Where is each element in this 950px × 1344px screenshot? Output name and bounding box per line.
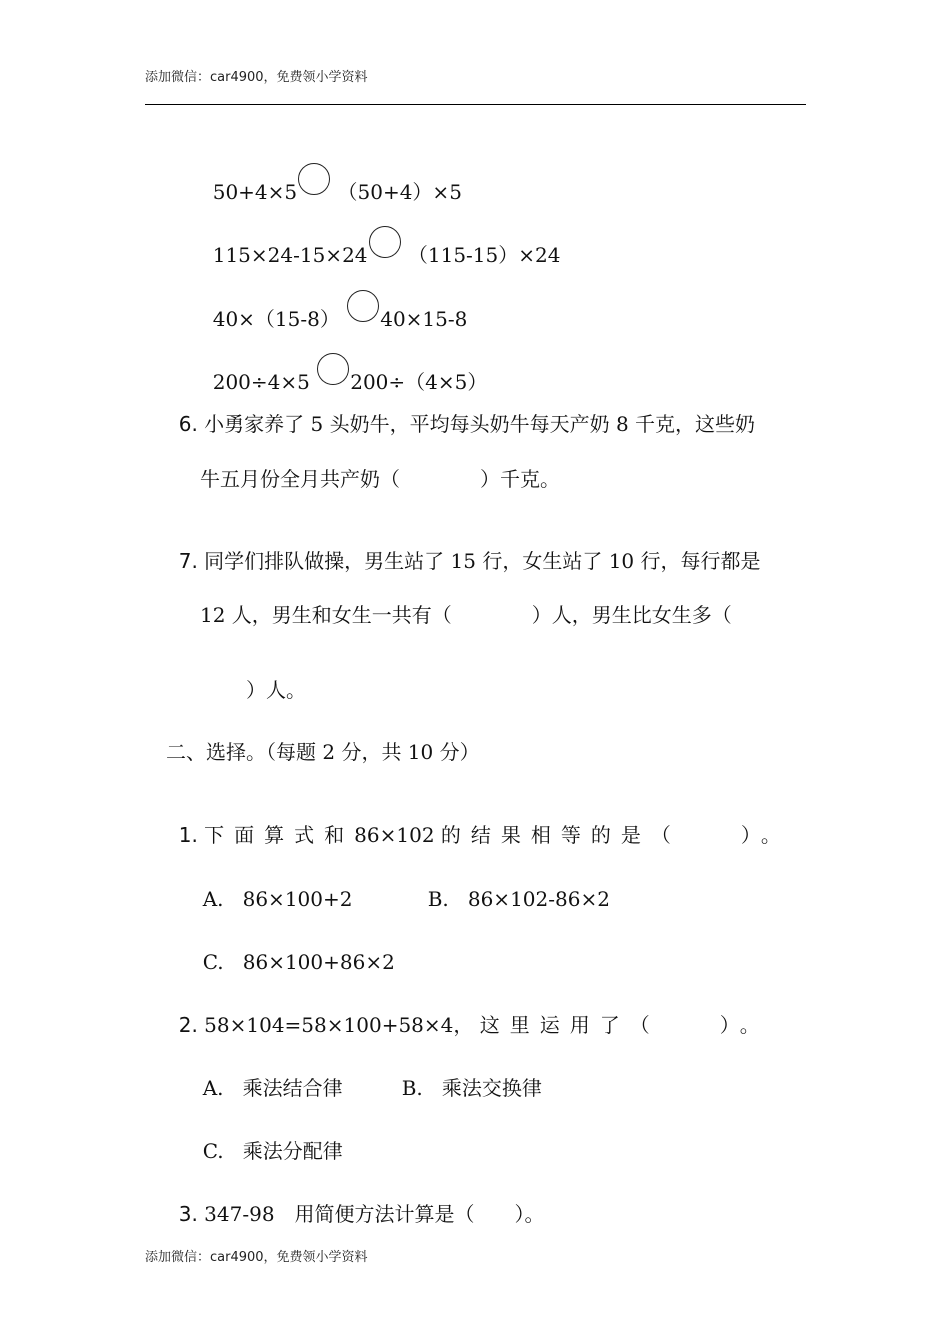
option-label: B.	[427, 887, 449, 911]
header-divider	[145, 104, 806, 105]
question-text: 同学们排队做操，男生站了 15 行，女生站了 10 行，每行都是	[204, 549, 761, 573]
question-number: 6.	[178, 412, 198, 436]
option-label: A.	[202, 887, 224, 911]
option-label: A.	[202, 1076, 224, 1100]
question-stem: 的结果相等的是（ ）。	[440, 823, 791, 847]
option-b[interactable]	[389, 1058, 542, 1098]
comparison-left: 200÷4×5	[212, 370, 310, 394]
comparison-row-1	[200, 143, 462, 202]
section-title: 二、选择。（每题 2 分，共 10 分）	[166, 740, 480, 764]
question-number: 3.	[178, 1202, 198, 1226]
option-text: 乘法交换律	[441, 1076, 542, 1100]
comparison-left: 50+4×5	[212, 180, 298, 204]
question-expression: 86×102	[354, 823, 435, 847]
answer-circle[interactable]	[317, 353, 349, 385]
answer-circle[interactable]	[347, 290, 379, 322]
comparison-row-4	[200, 333, 487, 392]
comparison-right: 40×15-8	[380, 307, 468, 331]
option-text: 乘法结合律	[242, 1076, 343, 1100]
question-stem: 下面算式和	[204, 823, 355, 847]
comparison-left: 40×（15-8）	[212, 307, 340, 331]
choice-question-3	[166, 1184, 545, 1224]
answer-circle[interactable]	[369, 226, 401, 258]
comparison-right: 200÷（4×5）	[350, 370, 488, 394]
question-6-line-2: 牛五月份全月共产奶（ ）千克。	[200, 467, 560, 491]
option-label: B.	[401, 1076, 423, 1100]
header-watermark-note: 添加微信：car4900，免费领小学资料	[145, 70, 368, 85]
option-text: 86×102-86×2	[467, 887, 610, 911]
option-text: 86×100+86×2	[242, 950, 395, 974]
question-expression: 58×104=58×100+58×4，	[204, 1013, 474, 1037]
choice-question-2	[166, 995, 770, 1035]
option-a[interactable]	[190, 1058, 343, 1098]
answer-circle[interactable]	[298, 163, 330, 195]
question-number: 1.	[178, 823, 198, 847]
option-c[interactable]	[190, 1121, 343, 1161]
choice-question-1	[166, 805, 791, 845]
option-b[interactable]	[415, 869, 610, 909]
question-7-line-2: 12 人，男生和女生一共有（ ）人，男生比女生多（	[200, 603, 732, 627]
question-number: 2.	[178, 1013, 198, 1037]
comparison-right: （50+4）×5	[337, 180, 462, 204]
option-label: C.	[202, 950, 224, 974]
option-c[interactable]	[190, 932, 395, 972]
option-label: C.	[202, 1139, 224, 1163]
question-7-line-3: ）人。	[246, 678, 306, 702]
option-text: 86×100+2	[242, 887, 353, 911]
footer-watermark-note: 添加微信：car4900，免费领小学资料	[145, 1250, 368, 1265]
question-text: 小勇家养了 5 头奶牛，平均每头奶牛每天产奶 8 千克，这些奶	[204, 412, 756, 436]
comparison-left: 115×24-15×24	[212, 243, 368, 267]
option-a[interactable]	[190, 869, 352, 909]
question-stem: 这里运用了（ ）。	[479, 1013, 770, 1037]
comparison-row-2	[200, 206, 560, 265]
comparison-right: （115-15）×24	[407, 243, 561, 267]
question-7-line-1	[166, 531, 761, 571]
question-number: 7.	[178, 549, 198, 573]
comparison-row-3	[200, 270, 467, 329]
question-stem: 347-98 用简便方法计算是（ ）。	[204, 1202, 545, 1226]
question-6-line-1	[166, 394, 755, 434]
option-text: 乘法分配律	[242, 1139, 343, 1163]
